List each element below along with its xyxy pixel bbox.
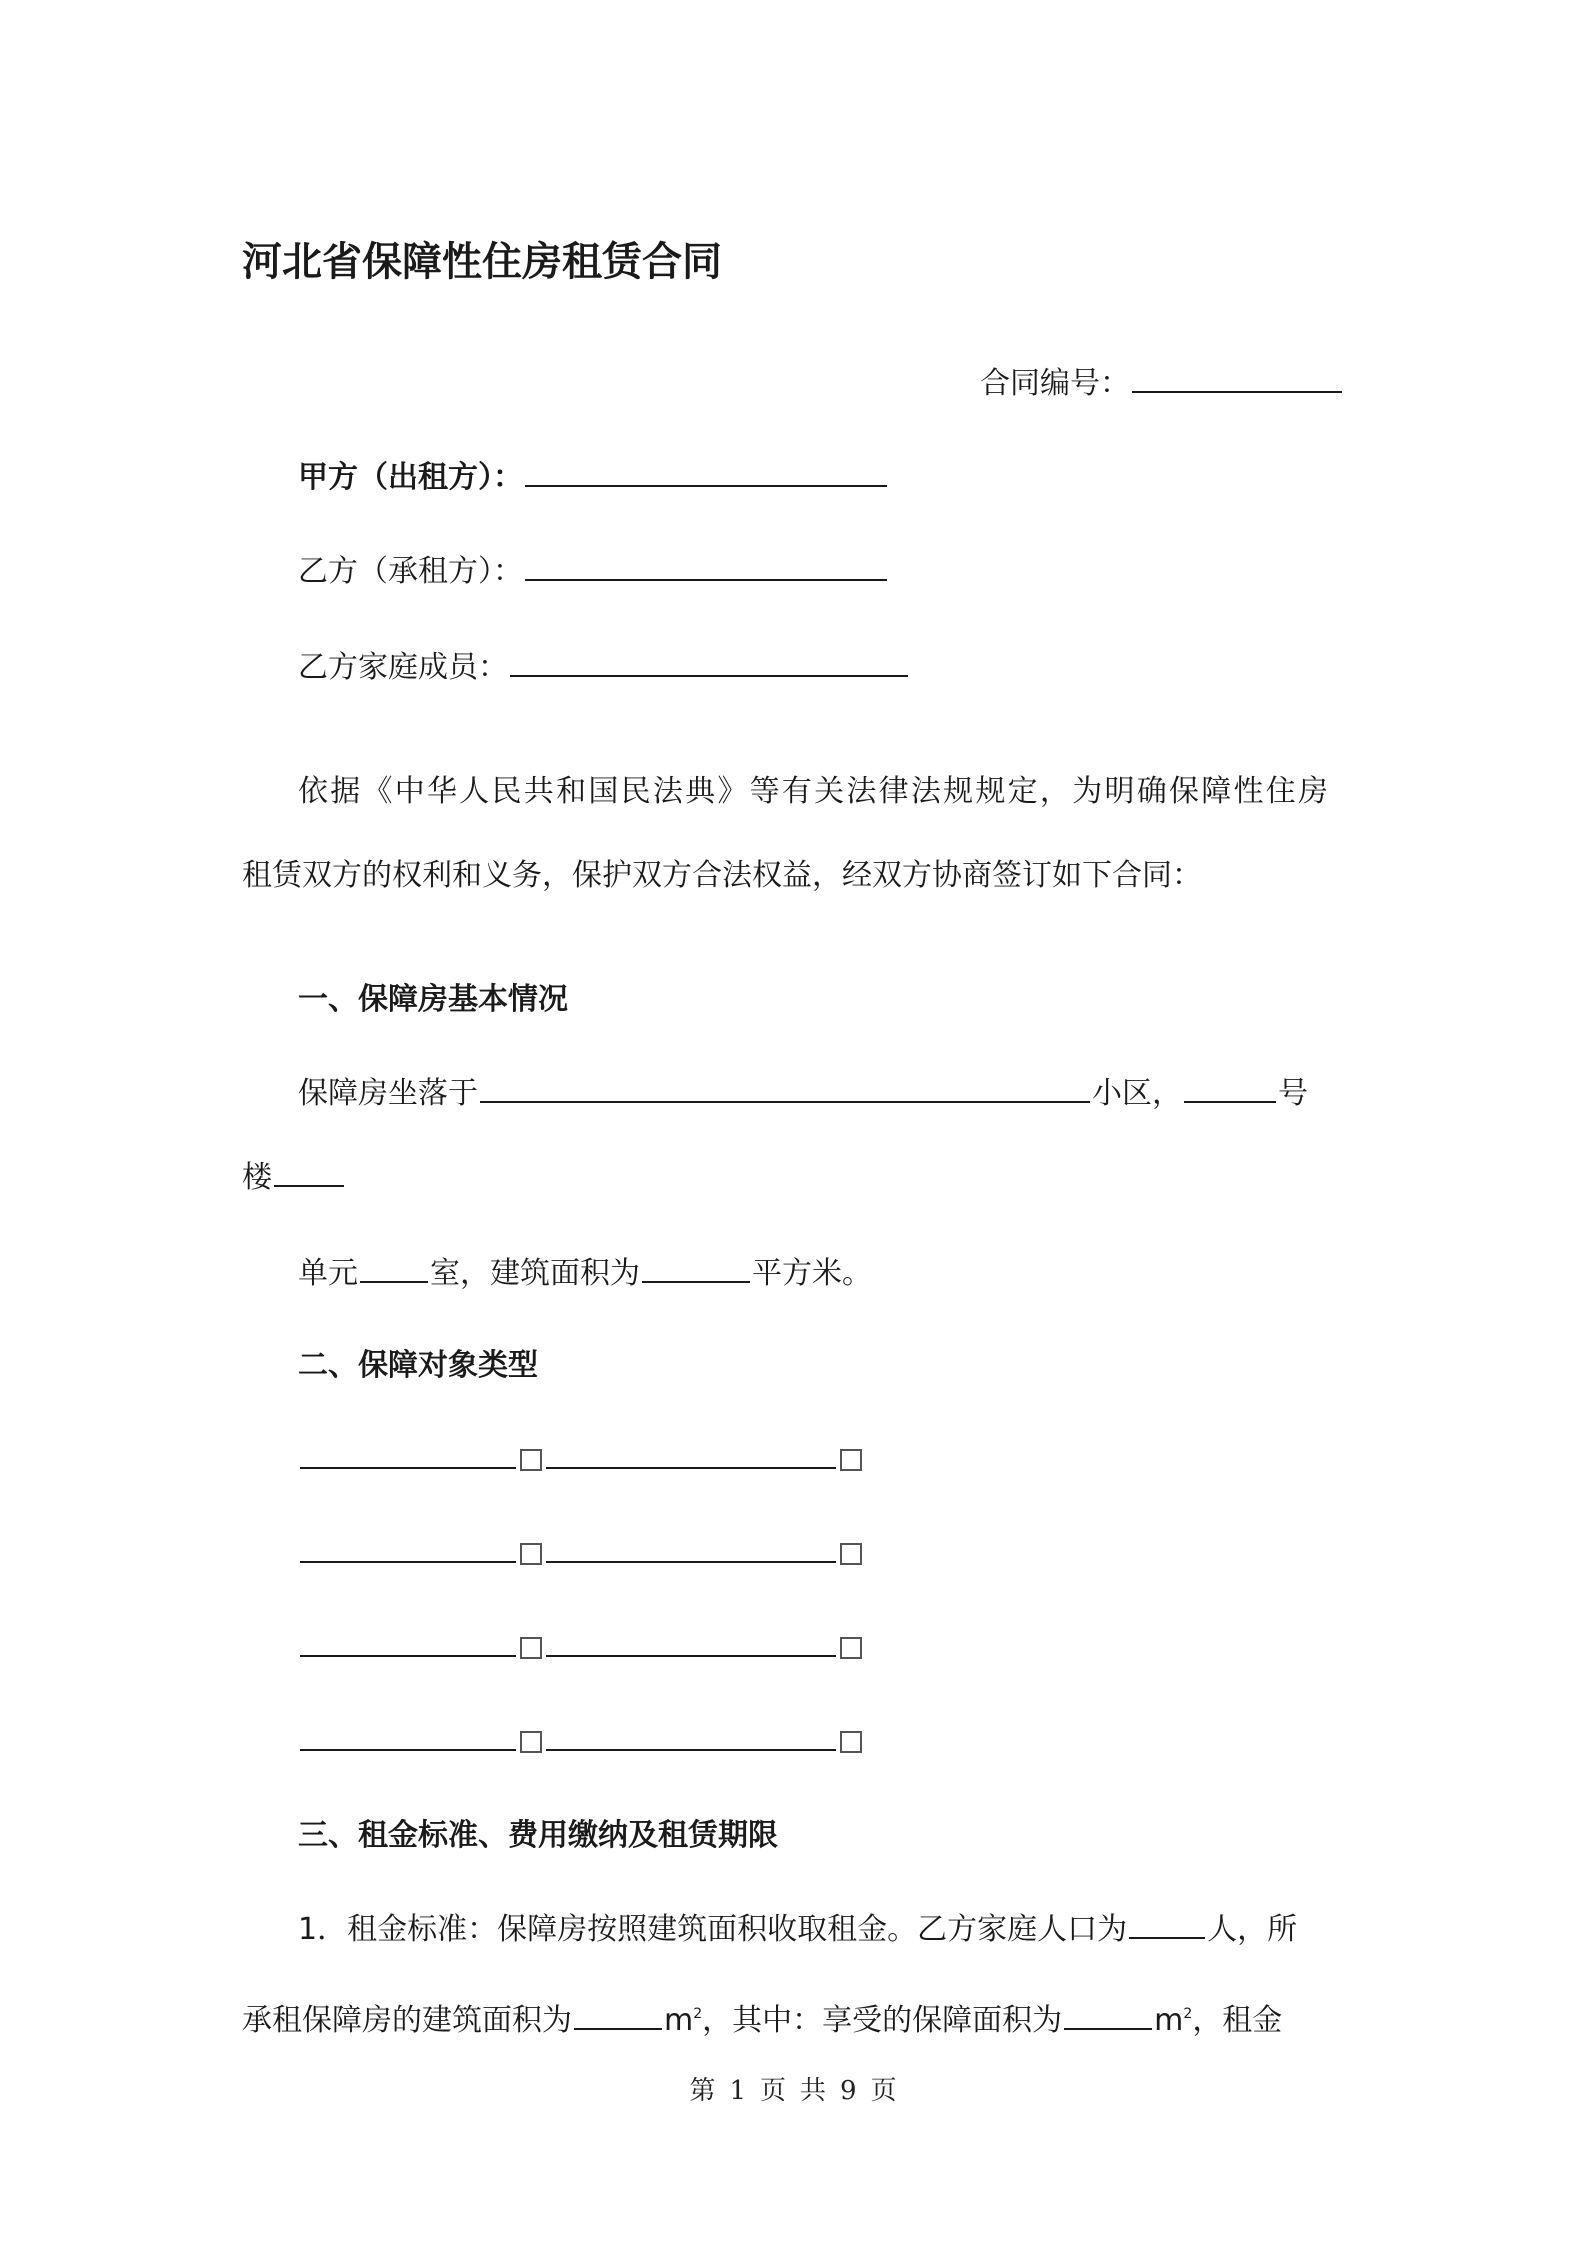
checkbox[interactable] [520, 1543, 542, 1565]
location-community: 小区， [1092, 1076, 1182, 1111]
checkbox[interactable] [840, 1637, 862, 1659]
type-row [298, 1534, 864, 1574]
checkbox[interactable] [840, 1543, 862, 1565]
intro-line-1: 依据《中华人民共和国民法典》等有关法律法规规定，为明确保障性住房 [298, 774, 1328, 809]
rent-line-1-suffix: 人，所 [1207, 1912, 1298, 1947]
party-a-label: 甲方（出租方）： [298, 460, 523, 495]
document-title: 河北省保障性住房租赁合同 [242, 239, 722, 285]
checkbox[interactable] [520, 1637, 542, 1659]
area-suffix: 平方米。 [752, 1256, 872, 1291]
unit-label: 单元 [298, 1256, 358, 1291]
page-footer [0, 2074, 1586, 2108]
type-blank[interactable] [300, 1463, 516, 1469]
location-prefix: 保障房坐落于 [298, 1076, 478, 1111]
type-blank[interactable] [546, 1745, 836, 1751]
footer-di: 第 [689, 2076, 716, 2106]
location-blank[interactable] [480, 1097, 1090, 1103]
floor-line [242, 1158, 346, 1198]
checkbox[interactable] [840, 1449, 862, 1471]
type-row [298, 1722, 864, 1762]
intro-line-2: 租赁双方的权利和义务，保护双方合法权益，经双方协商签订如下合同： [242, 858, 1202, 893]
rent-line-2-mid: ，其中：享受的保障面积为 [702, 2003, 1063, 2038]
type-blank[interactable] [546, 1463, 836, 1469]
section-2-heading: 二、保障对象类型 [298, 1348, 538, 1383]
type-blank[interactable] [300, 1745, 516, 1751]
contract-number-blank[interactable] [1132, 387, 1342, 393]
rent-line-1-text: 1．租金标准：保障房按照建筑面积收取租金。乙方家庭人口为 [298, 1912, 1128, 1947]
unit-blank[interactable] [360, 1277, 428, 1283]
total-pages: 9 [840, 2076, 857, 2106]
type-blank[interactable] [300, 1557, 516, 1563]
building-area-blank[interactable] [574, 2024, 662, 2030]
page-number: 1 [729, 2076, 746, 2106]
floor-blank[interactable] [274, 1181, 344, 1187]
party-b-line [298, 552, 889, 592]
footer-ye2: 页 [870, 2076, 897, 2106]
rent-line-2-suffix: ，租金 [1192, 2003, 1283, 2038]
location-building: 号 [1278, 1076, 1308, 1111]
room-label: 室，建筑面积为 [430, 1256, 640, 1291]
building-blank[interactable] [1184, 1097, 1276, 1103]
checkbox[interactable] [520, 1731, 542, 1753]
family-members-line [298, 648, 910, 688]
type-row [298, 1440, 864, 1480]
footer-gong: 共 [800, 2076, 827, 2106]
area-blank[interactable] [642, 1277, 750, 1283]
type-blank[interactable] [546, 1557, 836, 1563]
unit-square-meter: $m^2$ [1154, 2003, 1193, 2038]
family-size-blank[interactable] [1129, 1933, 1205, 1939]
section-3-heading: 三、租金标准、费用缴纳及租赁期限 [298, 1818, 778, 1853]
contract-number-label: 合同编号： [980, 366, 1130, 401]
checkbox[interactable] [520, 1449, 542, 1471]
location-floor: 楼 [242, 1160, 272, 1195]
footer-ye: 页 [759, 2076, 786, 2106]
party-a-line [298, 458, 889, 498]
family-members-label: 乙方家庭成员： [298, 650, 508, 685]
guaranteed-area-blank[interactable] [1064, 2024, 1152, 2030]
rent-line-1 [298, 1910, 1297, 1950]
unit-square-meter: $m^2$ [664, 2003, 703, 2038]
type-blank[interactable] [300, 1651, 516, 1657]
contract-number-line [980, 364, 1344, 404]
party-b-label: 乙方（承租方）： [298, 554, 523, 589]
rent-line-2-text: 承租保障房的建筑面积为 [242, 2003, 572, 2038]
location-line [298, 1074, 1308, 1114]
section-1-heading: 一、保障房基本情况 [298, 982, 568, 1017]
rent-line-2 [242, 1994, 1282, 2041]
type-row [298, 1628, 864, 1668]
party-b-blank[interactable] [525, 575, 887, 581]
party-a-blank[interactable] [525, 481, 887, 487]
unit-line [298, 1254, 872, 1294]
family-members-blank[interactable] [510, 671, 908, 677]
checkbox[interactable] [840, 1731, 862, 1753]
type-blank[interactable] [546, 1651, 836, 1657]
